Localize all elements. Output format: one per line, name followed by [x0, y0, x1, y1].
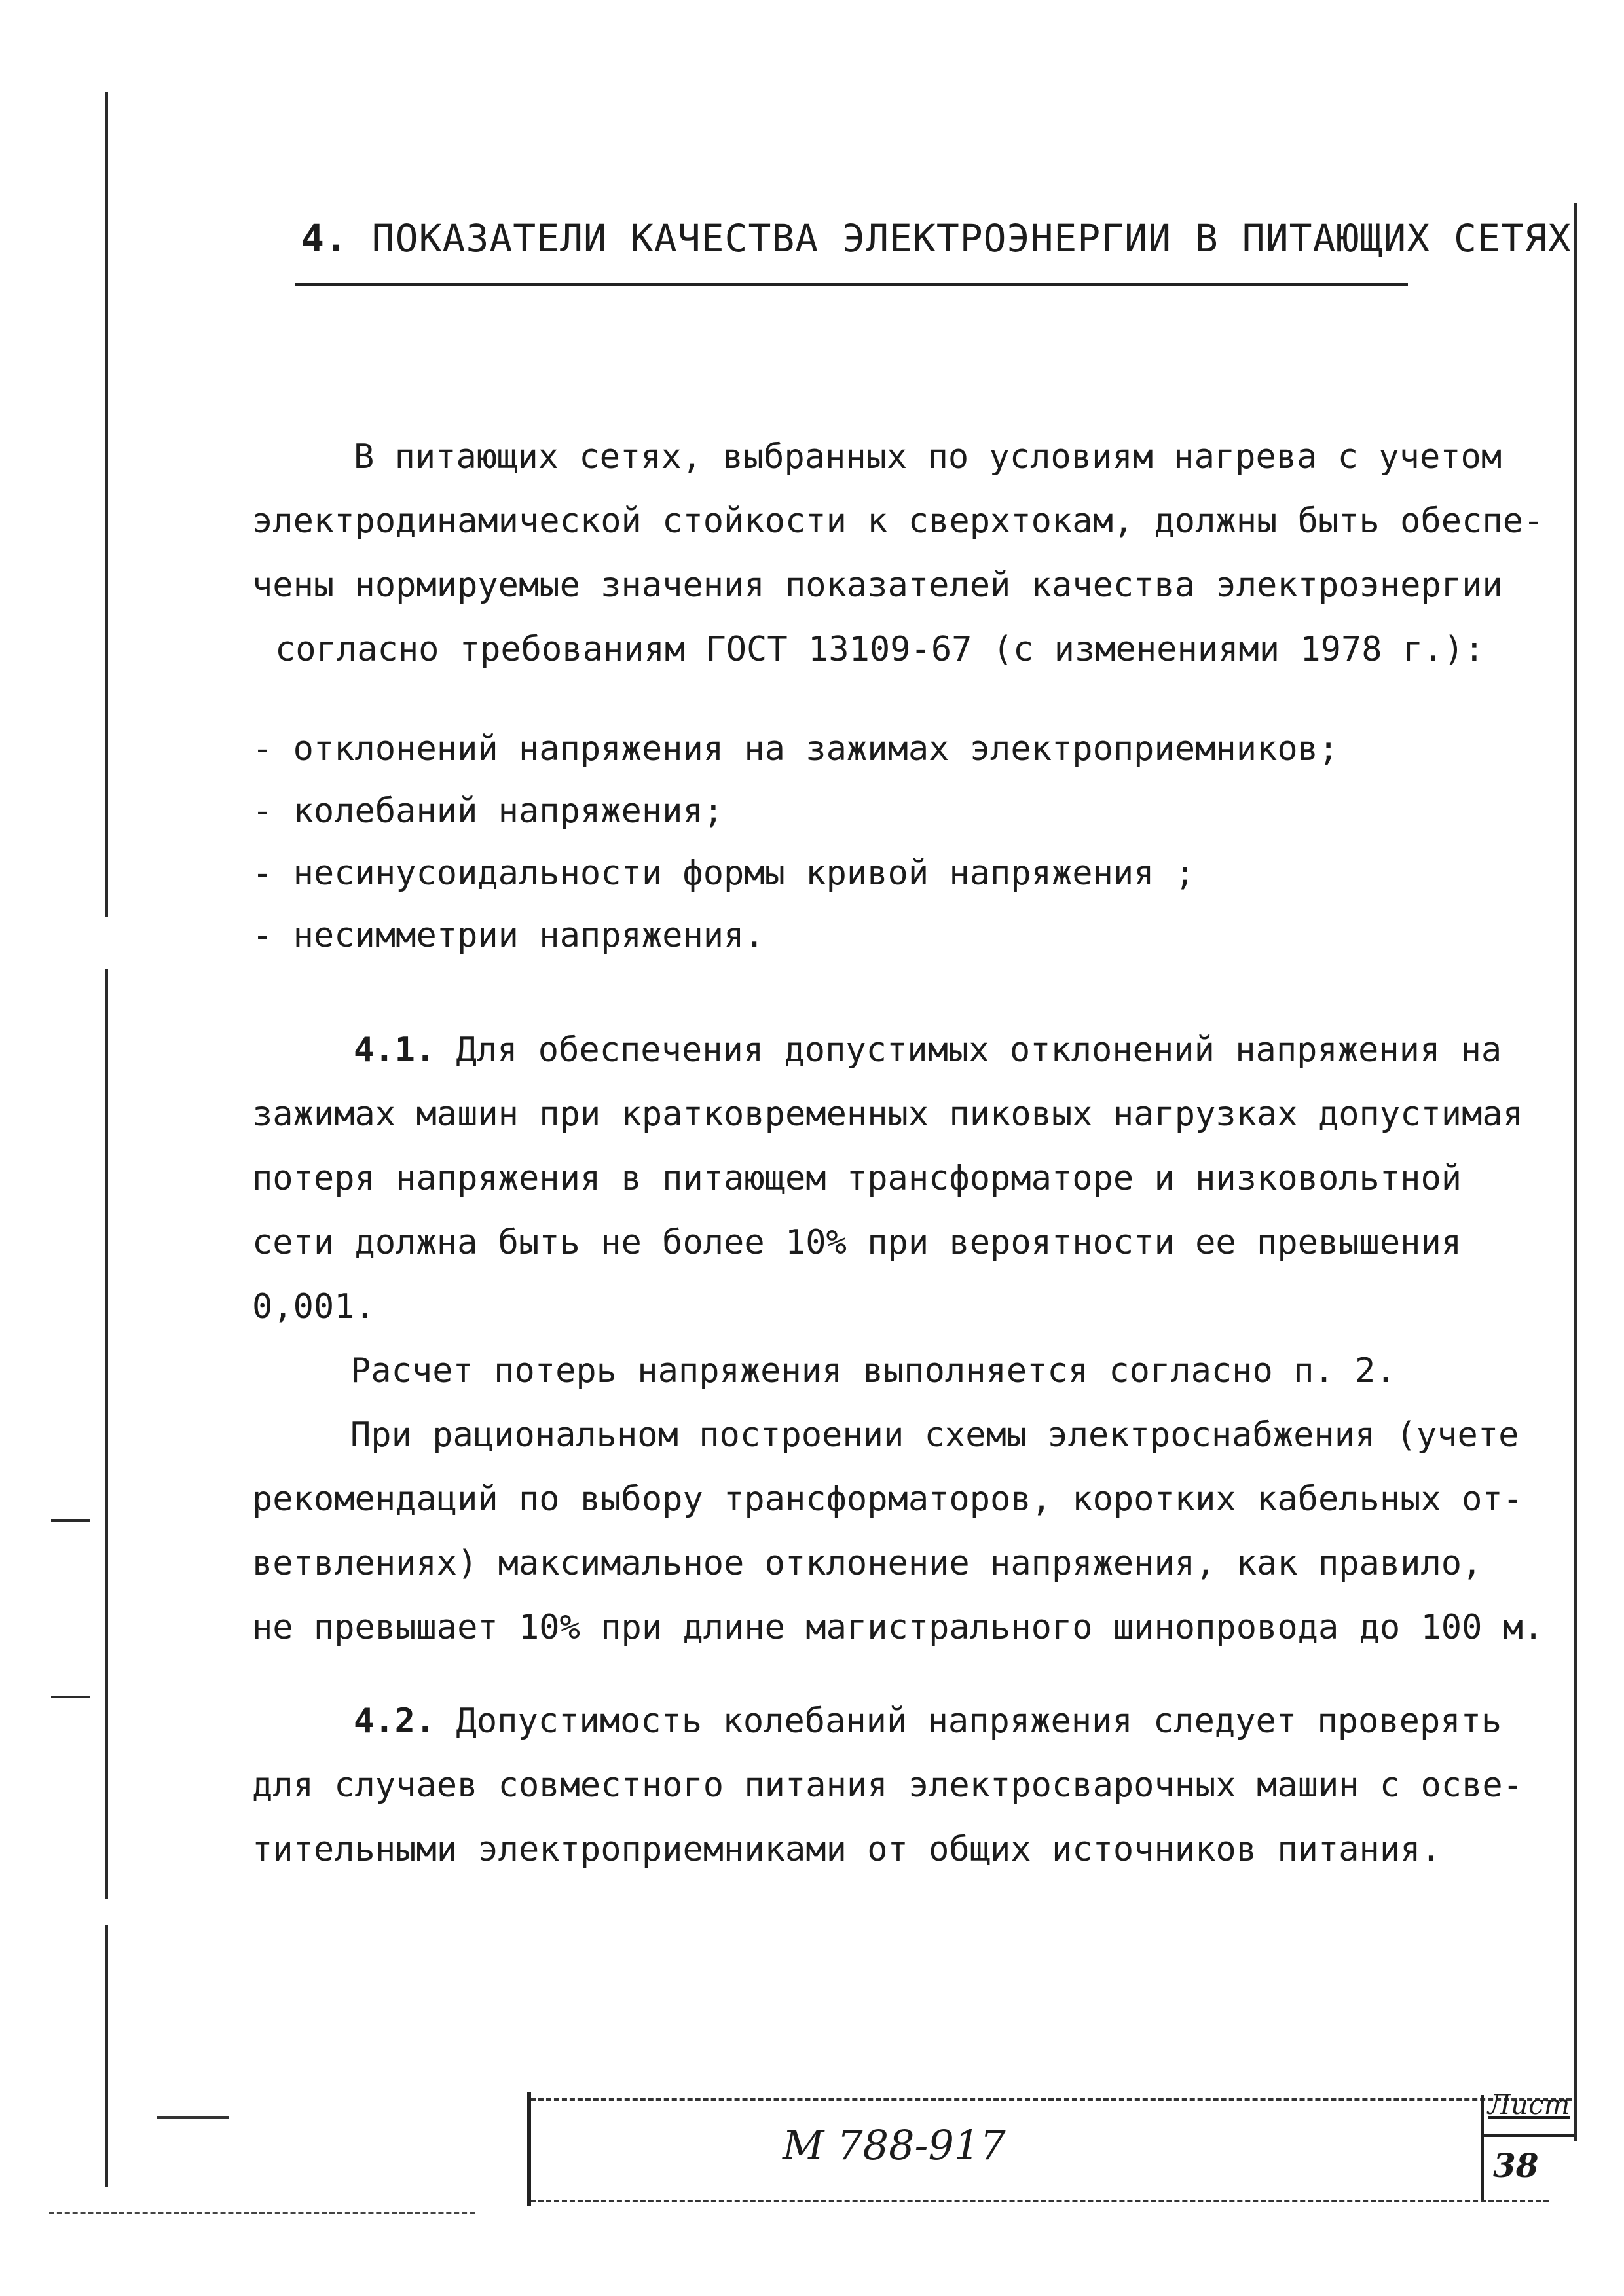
sheet-number: 38 [1493, 2146, 1539, 2185]
stamp-frame-left [527, 2092, 531, 2206]
paragraph-line: для случаев совместного питания электросварочных машин с осве- [252, 1766, 1524, 1805]
section-heading [301, 216, 1572, 261]
paragraph-text: Для обеспечения допустимых отклонений напряжения на [456, 1030, 1502, 1070]
right-margin-line [1574, 203, 1577, 2141]
margin-tick [51, 1519, 90, 1522]
intro-line: чены нормируемые значения показателей качества электроэнергии [252, 566, 1503, 605]
section-number: 4. [301, 216, 348, 261]
paragraph-line: тительными электроприемниками от общих источников питания. [252, 1830, 1441, 1869]
document-code: М 788-917 [783, 2121, 1006, 2169]
heading-underline [295, 283, 1408, 286]
margin-line-gap [98, 917, 118, 969]
intro-line: В питающих сетях, выбранных по условиям нагрева с учетом [354, 437, 1502, 477]
binding-margin-line [105, 92, 108, 2187]
paragraph-line: потеря напряжения в питающем трансформаторе и низковольтной [252, 1159, 1462, 1198]
intro-line: электродинамической стойкости к сверхтокам, должны быть обеспе- [252, 501, 1544, 541]
margin-tick [51, 1696, 90, 1698]
section-title: ПОКАЗАТЕЛИ КАЧЕСТВА ЭЛЕКТРОЭНЕРГИИ В ПИТАЮЩИХ СЕТЯХ [371, 216, 1572, 261]
paragraph-line: сети должна быть не более 10% при вероятности ее превышения [252, 1223, 1462, 1262]
margin-line-gap [98, 1899, 118, 1925]
paragraph-text: Допустимость колебаний напряжения следует проверять [456, 1702, 1502, 1741]
paragraph-number: 4.1. [354, 1030, 436, 1070]
calculation-note: Расчет потерь напряжения выполняется согласно п. 2. [350, 1351, 1396, 1391]
paragraph-line: не превышает 10% при длине магистрального шинопровода до 100 м. [252, 1608, 1544, 1647]
paragraph-line: 0,001. [252, 1287, 375, 1326]
stamp-frame-top [530, 2098, 1572, 2101]
stamp-frame-divider [1481, 2095, 1484, 2200]
sheet-label: Лист [1488, 2088, 1570, 2121]
list-item: - несинусоидальности формы кривой напряжения ; [252, 854, 1196, 893]
paragraph-number: 4.2. [354, 1702, 436, 1741]
frame-stub-line [157, 2116, 229, 2119]
paragraph-4-1-first-line [354, 1030, 1502, 1070]
paragraph-line: ветвлениях) максимальное отклонение напряжения, как правило, [252, 1544, 1483, 1583]
paragraph-4-2-first-line [354, 1702, 1502, 1741]
list-item: - отклонений напряжения на зажимах электроприемников; [252, 729, 1339, 769]
intro-line: согласно требованиям ГОСТ 13109-67 (с изменениями 1978 г.): [275, 630, 1485, 669]
list-item: - колебаний напряжения; [252, 792, 724, 831]
stamp-sheet-divider [1483, 2134, 1574, 2137]
paragraph-line: зажимах машин при кратковременных пиковых нагрузках допустимая [252, 1095, 1524, 1134]
stamp-frame-bottom [530, 2200, 1549, 2202]
paragraph-line: рекомендаций по выбору трансформаторов, коротких кабельных от- [252, 1480, 1524, 1519]
list-item: - несимметрии напряжения. [252, 916, 765, 955]
paragraph-line: При рациональном построении схемы электроснабжения (учете [350, 1415, 1519, 1455]
frame-bottom-dash [49, 2212, 475, 2214]
